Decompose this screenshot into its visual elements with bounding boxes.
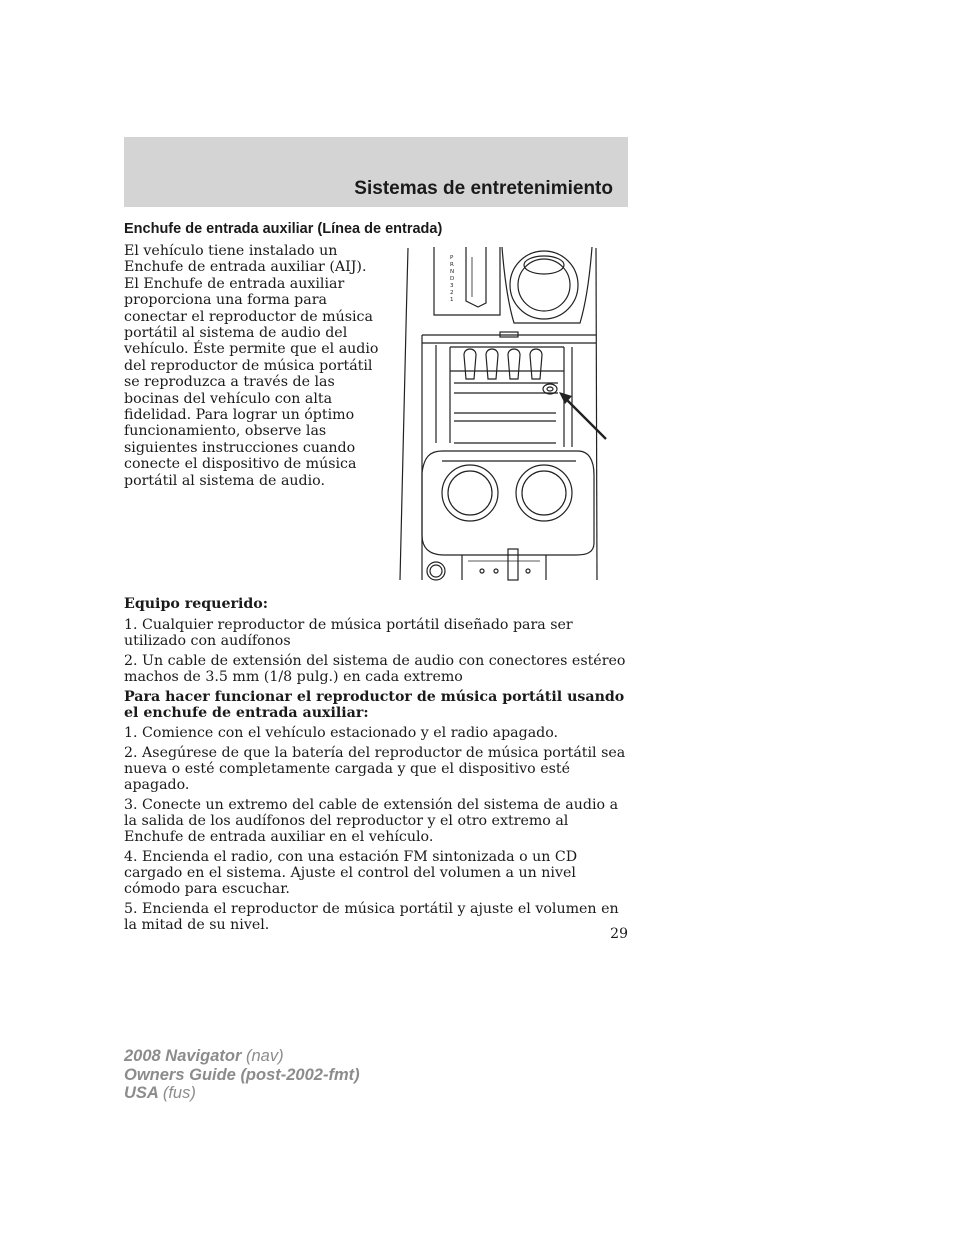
gear-letter: 2 — [450, 290, 454, 296]
equipment-item: 2. Un cable de extensión del sistema de audio con conectores estéreo machos de 3.5 mm (1/8 pulg.) en cada extremo — [124, 653, 626, 685]
footer-line-guide — [124, 1066, 360, 1085]
arrow-icon — [559, 392, 606, 439]
equipment-heading: Equipo requerido: — [124, 596, 269, 612]
instructions-block — [124, 596, 628, 937]
operation-heading: Para hacer funcionar el reproductor de música portátil usando el enchufe de entrada auxiliar: — [124, 689, 625, 721]
gear-letter: D — [450, 276, 455, 282]
gear-letter: 1 — [450, 297, 454, 303]
footer-guide: Owners Guide (post-2002-fmt) — [124, 1065, 360, 1084]
aux-jack-illustration — [396, 243, 610, 581]
footer-line-model — [124, 1047, 360, 1066]
gear-letter: 3 — [450, 283, 454, 289]
intro-paragraph: El vehículo tiene instalado un Enchufe de entrada auxiliar (AIJ). El Enchufe de entrada auxiliar proporciona una forma para conectar el reproductor de música portátil al sistema de audio del vehículo. Éste permite que el audio del reproductor de música portátil se reproduzca a través de las bocinas del vehículo con alta fidelidad. Para lograr un óptimo funcionamiento, observe las siguientes instrucciones cuando conecte el dispositivo de música portátil al sistema de audio. — [124, 243, 379, 489]
operation-step: 1. Comience con el vehículo estacionado y el radio apagado. — [124, 725, 559, 741]
footer-market-code: (fus) — [162, 1084, 196, 1102]
document-footer — [124, 1047, 360, 1103]
operation-step: 5. Encienda el reproductor de música portátil y ajuste el volumen en la mitad de su nivel. — [124, 901, 619, 933]
operation-step: 2. Asegúrese de que la batería del reproductor de música portátil sea nueva o esté completamente cargada y que el dispositivo esté apagado. — [124, 745, 626, 793]
operation-step: 4. Encienda el radio, con una estación FM sintonizada o un CD cargado en el sistema. Ajuste el control del volumen a un nivel cómodo para escuchar. — [124, 849, 578, 897]
footer-model-code: (nav) — [246, 1047, 284, 1065]
gear-letter: N — [450, 269, 455, 275]
subsection-heading: Enchufe de entrada auxiliar (Línea de entrada) — [124, 221, 443, 237]
page-number: 29 — [610, 926, 628, 942]
section-header-band — [124, 137, 628, 207]
footer-model: 2008 Navigator — [124, 1047, 242, 1065]
footer-line-market — [124, 1084, 360, 1103]
operation-step: 3. Conecte un extremo del cable de extensión del sistema de audio a la salida de los audífonos del reproductor y el otro extremo al Enchufe de entrada auxiliar en el vehículo. — [124, 797, 619, 845]
section-title: Sistemas de entretenimiento — [354, 178, 613, 199]
gear-selector-letters — [450, 255, 454, 303]
gear-letter: R — [450, 262, 454, 268]
equipment-item: 1. Cualquier reproductor de música portátil diseñado para ser utilizado con audífonos — [124, 617, 573, 649]
gear-letter: P — [450, 255, 454, 261]
footer-market: USA — [124, 1084, 159, 1102]
